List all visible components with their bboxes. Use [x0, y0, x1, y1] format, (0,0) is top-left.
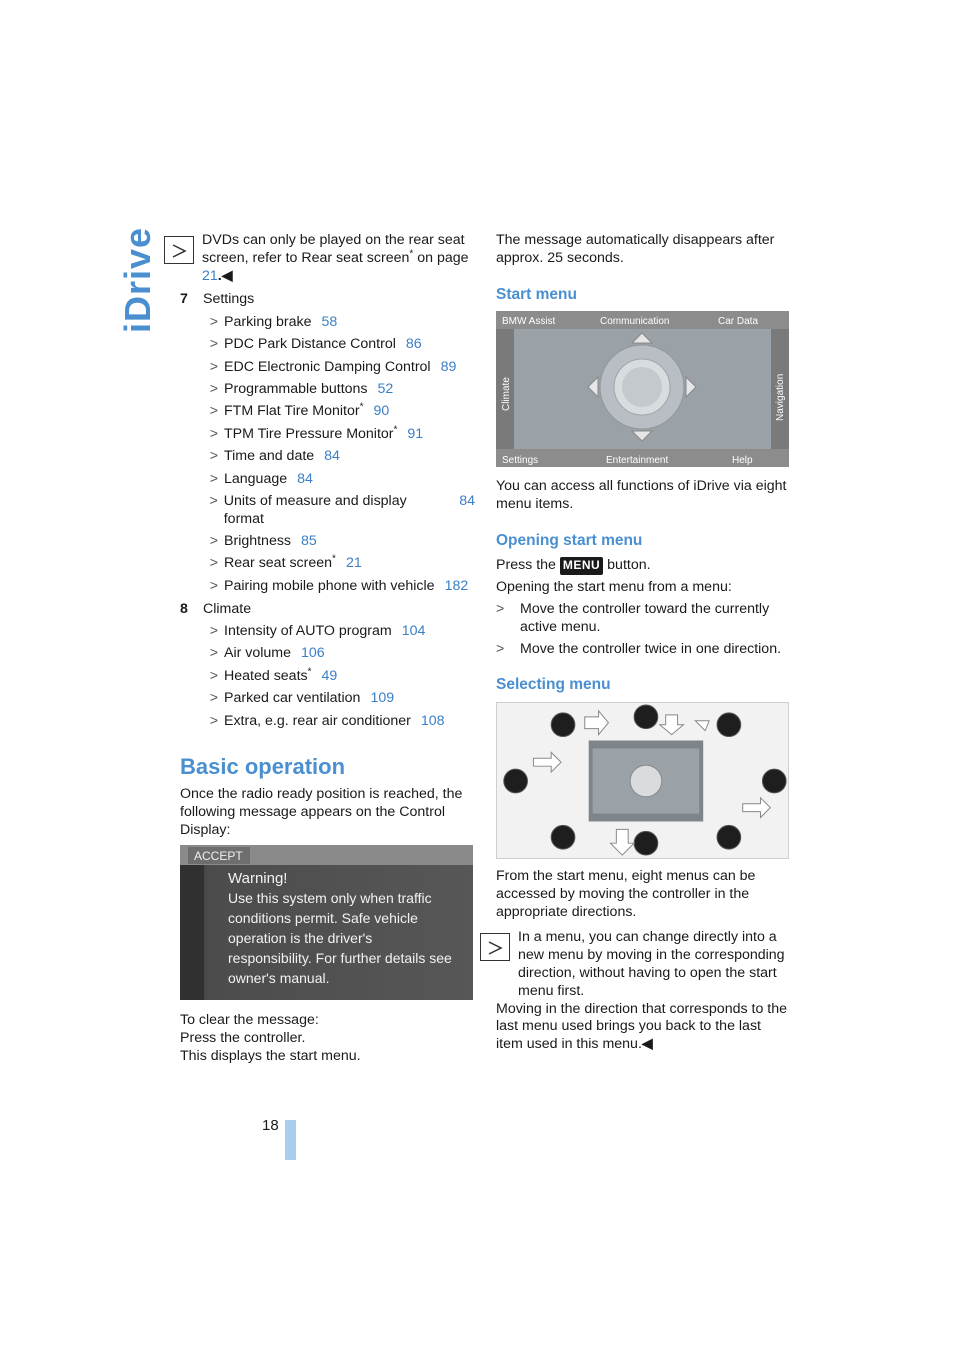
select-text: From the start menu, eight menus can be accessed by moving the controller in the appropriate directions.	[496, 868, 756, 920]
accept-line: Warning!	[228, 870, 288, 887]
page-ref[interactable]: 91	[407, 425, 424, 442]
menu-list-item: > Brightness 85	[209, 533, 317, 550]
note-menu-text-2: Moving in the direction that corresponds to the last menu used brings you back to the last item used in this menu.◀	[496, 1000, 788, 1053]
clear-message-text: To clear the message: Press the controller. This displays the start menu.	[180, 1012, 361, 1064]
menu-list-item: > Parked car ventilation 109	[209, 690, 395, 707]
selecting-menu-heading: Selecting menu	[496, 676, 611, 694]
page-ref[interactable]: 86	[405, 336, 422, 353]
accept-screen-figure	[180, 845, 473, 1000]
note-icon	[480, 933, 510, 961]
page-ref[interactable]: 21	[345, 555, 362, 572]
page-ref[interactable]: 108	[420, 712, 445, 729]
start-bottom-2: Help	[732, 455, 753, 466]
section-8-heading: 8 Climate	[180, 600, 252, 617]
menu-list-item: > Programmable buttons 52	[209, 380, 394, 397]
accept-line: conditions permit. Safe vehicle	[228, 910, 418, 926]
start-top-0: BMW Assist	[502, 316, 556, 327]
note-dvd-text: DVDs can only be played on the rear seat screen, refer to Rear seat screen* on page 21.◀	[202, 232, 469, 284]
menu-list-item: > Pairing mobile phone with vehicle 182	[209, 577, 469, 594]
page-ref[interactable]: 106	[301, 645, 325, 662]
section-7-heading: 7 Settings	[180, 291, 255, 308]
page-ref[interactable]: 49	[321, 667, 338, 684]
basic-operation-text: Once the radio ready position is reached, the following message appears on the Control Display:	[180, 786, 463, 838]
start-top-2: Car Data	[718, 316, 759, 327]
page-ref[interactable]: 109	[370, 690, 395, 707]
bullet-item: > Move the controller twice in one direction.	[496, 640, 782, 657]
opening-from-menu-text: Opening the start menu from a menu:	[496, 579, 732, 596]
accept-tab: ACCEPT	[194, 849, 243, 863]
column-right-lower	[496, 478, 791, 702]
start-menu-text: You can access all functions of iDrive via eight menu items.	[496, 478, 787, 512]
menu-list-item: > FTM Flat Tire Monitor* 90	[209, 401, 390, 420]
bullet-item: > Move the controller toward the currently active menu.	[496, 600, 770, 635]
accept-line: responsibility. For further details see	[228, 950, 452, 966]
start-menu-heading: Start menu	[496, 285, 577, 303]
accept-line: operation is the driver's	[228, 930, 373, 946]
page-ref[interactable]: 84	[324, 448, 340, 465]
auto-disappear-text: The message automatically disappears after approx. 25 seconds.	[496, 232, 775, 266]
menu-list-item: > PDC Park Distance Control 86	[209, 336, 422, 353]
start-menu-figure	[496, 311, 789, 467]
page-ref[interactable]: 89	[440, 358, 457, 375]
note-menu-change	[458, 929, 791, 1000]
column-right	[496, 232, 791, 311]
menu-list-item: > Rear seat screen* 21	[209, 553, 362, 572]
menu-list-item: > Intensity of AUTO program 104	[209, 623, 426, 640]
settings-list	[180, 314, 475, 596]
press-menu-text: Press the MENU button.	[496, 557, 651, 574]
page-ref[interactable]: 84	[297, 470, 313, 487]
start-left: Climate	[501, 377, 512, 411]
menu-list-item: > Heated seats* 49	[209, 666, 338, 684]
menu-list-item: > EDC Electronic Damping Control 89	[209, 358, 457, 375]
menu-list-item: > Units of measure and display format 84	[209, 492, 475, 527]
column-left	[180, 232, 475, 840]
climate-list	[180, 623, 475, 730]
menu-list-item: > Language 84	[209, 470, 313, 487]
side-title: iDrive	[117, 226, 158, 333]
start-right: Navigation	[775, 373, 786, 421]
menu-list-item: > Time and date 84	[209, 448, 340, 465]
menu-list-item: > TPM Tire Pressure Monitor* 91	[209, 424, 424, 442]
note-menu-text: In a menu, you can change directly into a new menu by moving in the corresponding direction, without having to open the start menu first.	[518, 929, 785, 999]
page-number-bar	[285, 1120, 296, 1160]
note-icon	[164, 236, 194, 264]
basic-operation-heading: Basic operation	[180, 754, 346, 780]
accept-line: Use this system only when traffic	[228, 890, 432, 906]
menu-button-label: MENU	[560, 557, 603, 575]
selecting-menu-figure	[496, 702, 789, 859]
column-right-bottom	[496, 868, 791, 1054]
page-ref[interactable]: 52	[377, 380, 394, 397]
menu-list-item: > Air volume 106	[209, 645, 325, 662]
menu-list-item: > Parking brake 58	[209, 313, 338, 330]
page-ref[interactable]: 58	[321, 313, 338, 330]
page-ref[interactable]: 84	[459, 492, 475, 509]
start-bottom-1: Entertainment	[606, 455, 669, 466]
page-ref[interactable]: 90	[373, 403, 390, 420]
page-ref[interactable]: 182	[444, 577, 469, 594]
page-number: 18	[262, 1117, 279, 1134]
start-bottom-0: Settings	[502, 455, 539, 466]
note-dvd	[142, 232, 475, 285]
opening-start-menu-heading: Opening start menu	[496, 531, 643, 549]
page-ref[interactable]: 104	[401, 623, 426, 640]
accept-line: owner's manual.	[228, 970, 330, 986]
start-top-1: Communication	[600, 316, 670, 327]
menu-list-item: > Extra, e.g. rear air conditioner 108	[209, 712, 445, 729]
page-ref[interactable]: 85	[301, 533, 317, 550]
